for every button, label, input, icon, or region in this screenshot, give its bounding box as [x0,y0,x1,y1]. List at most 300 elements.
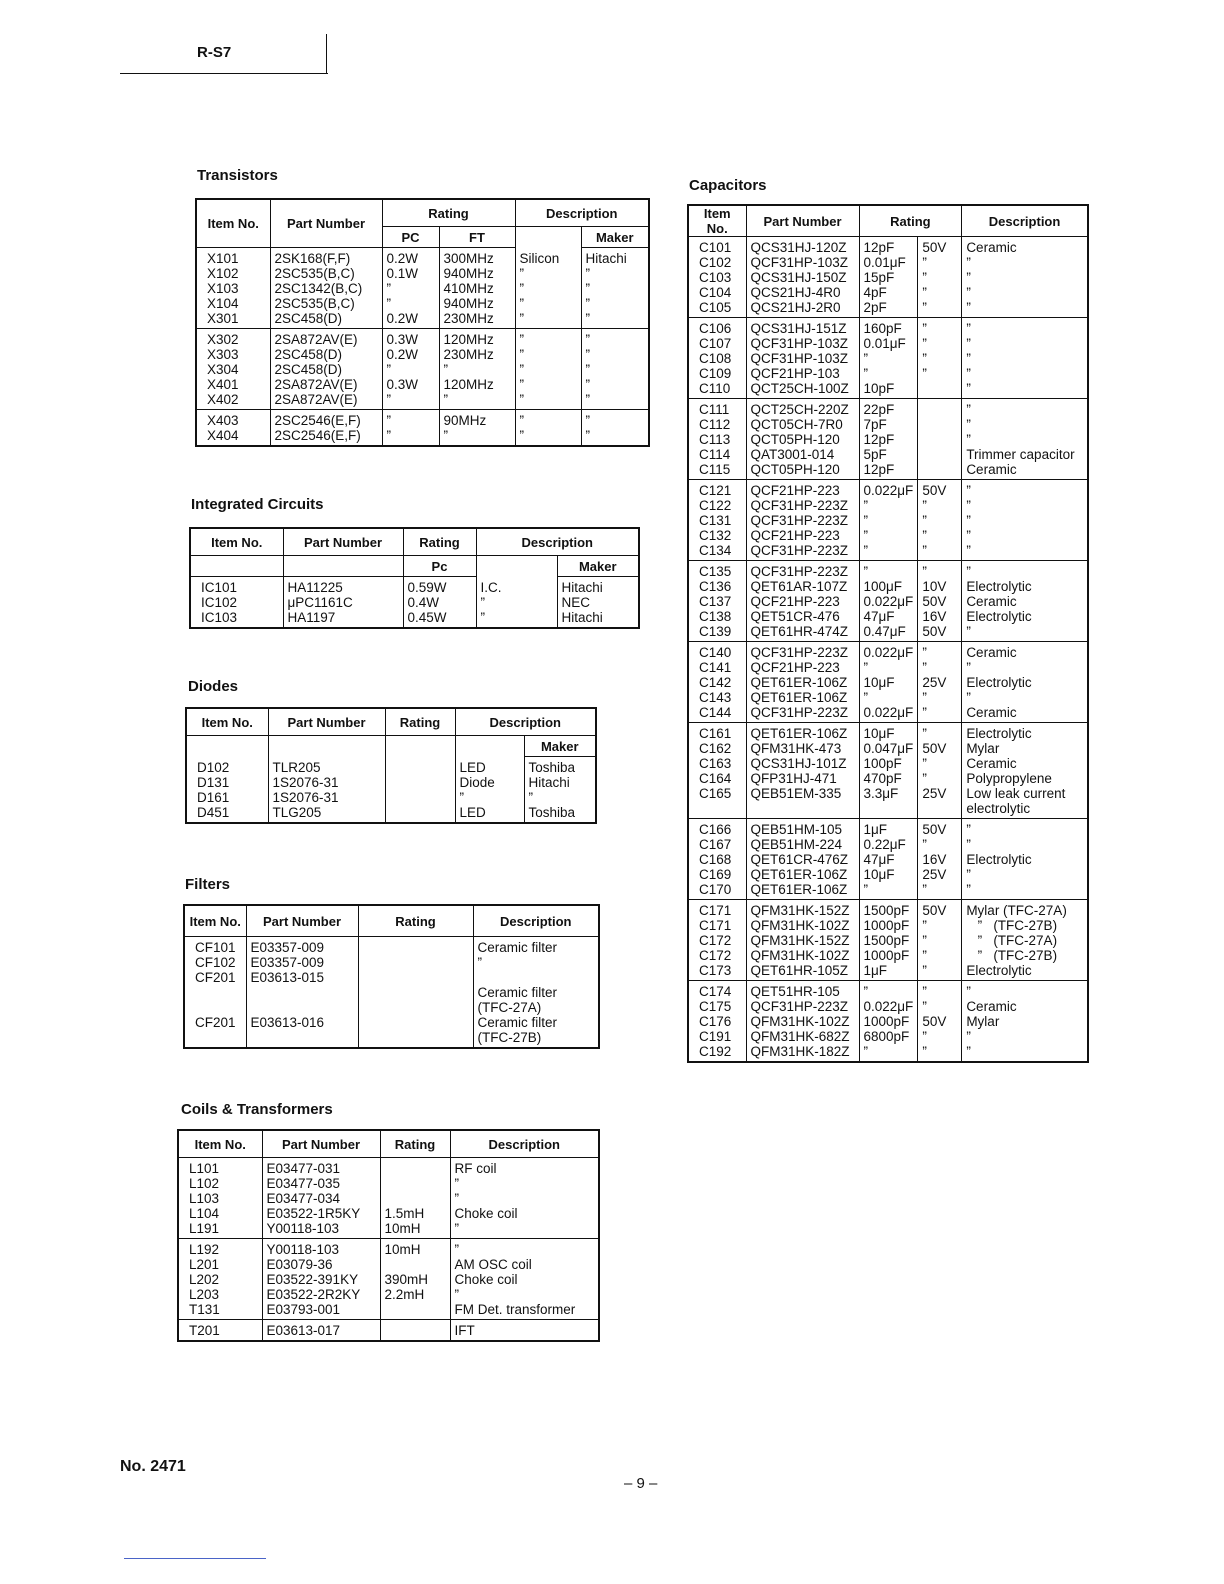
col-item-no: Item No. [178,1130,262,1158]
table-cell: ” [859,660,918,675]
table-row [688,948,1088,963]
table-cell: ” [515,392,581,410]
table-cell: ” [918,300,962,318]
table-cell: 5pF [859,447,918,462]
table-cell: IC103 [190,610,283,628]
table-cell: QCF31HP-223Z [746,561,859,580]
transistors-title: Transistors [197,167,278,184]
table-row [688,867,1088,882]
table-cell: Choke coil [450,1206,599,1221]
table-cell: C169 [688,867,746,882]
table-cell: 0.2W [382,311,439,329]
table-cell [246,1000,358,1015]
table-cell: C191 [688,1029,746,1044]
table-cell: 2.2mH [380,1287,450,1302]
table-cell: QFP31HJ-471 [746,771,859,786]
table-cell: Toshiba [524,805,596,823]
table-cell: 50V [918,741,962,756]
table-cell: C162 [688,741,746,756]
table-cell [473,1045,599,1048]
table-cell: QFM31HK-102Z [746,1014,859,1029]
table-cell: X302 [196,329,270,348]
table-cell: ” [382,428,439,446]
table-cell: ” [962,1044,1088,1062]
col-ft: FT [439,227,515,248]
table-row [688,660,1088,675]
table-cell: QAT3001-014 [746,447,859,462]
table-cell: ” [962,381,1088,399]
table-cell: ” [439,362,515,377]
table-cell: Choke coil [450,1272,599,1287]
table-cell [184,1030,246,1045]
table-cell: L191 [178,1221,262,1239]
col-part-number: Part Number [283,528,403,556]
table-cell: ” [918,1044,962,1062]
table-cell: ” [918,948,962,963]
table-cell: ” [918,918,962,933]
table-cell: 16V [918,609,962,624]
table-cell: QCS21HJ-2R0 [746,300,859,318]
col-maker: Maker [581,227,649,248]
table-row [688,819,1088,838]
table-cell [184,1045,246,1048]
table-cell: QCF21HP-223 [746,594,859,609]
table-cell: QCF21HP-223 [746,528,859,543]
table-cell [246,1030,358,1045]
table-cell: 390mH [380,1272,450,1287]
table-cell: Hitachi [557,610,639,628]
table-cell: C109 [688,366,746,381]
table-row [688,981,1088,1000]
table-cell: X401 [196,377,270,392]
table-cell: ” [918,498,962,513]
table-cell: C138 [688,609,746,624]
col-item-no: Item No. [186,708,268,736]
table-cell: 2SC535(B,C) [270,296,382,311]
table-cell: ” [515,377,581,392]
table-cell: C105 [688,300,746,318]
col-description: Description [455,708,596,736]
table-cell: ” [962,819,1088,838]
table-cell: ” [581,329,649,348]
table-row [688,933,1088,948]
col-rating: Rating [403,528,476,556]
table-cell: X304 [196,362,270,377]
table-cell: HA11225 [283,577,403,596]
table-cell: 120MHz [439,329,515,348]
table-cell [358,970,473,985]
table-cell: C174 [688,981,746,1000]
table-row [688,900,1088,919]
table-cell: C166 [688,819,746,838]
table-cell: E03522-391KY [262,1272,380,1287]
table-cell: ” [859,498,918,513]
table-row [688,690,1088,705]
table-cell: 0.3W [382,329,439,348]
table-row [196,362,649,377]
table-cell: CF102 [184,955,246,970]
table-row [184,1000,599,1015]
table-cell: C175 [688,999,746,1014]
table-row [688,852,1088,867]
table-cell: ” [918,705,962,723]
table-cell: L203 [178,1287,262,1302]
table-cell: ” [859,981,918,1000]
table-cell: 10μF [859,867,918,882]
capacitors-title: Capacitors [689,177,767,194]
table-row [184,970,599,985]
table-cell: 0.2W [382,347,439,362]
table-cell: QET61HR-105Z [746,963,859,981]
table-cell: ” [962,480,1088,499]
table-cell: X403 [196,410,270,429]
table-cell: 0.45W [403,610,476,628]
footer-blue-rule [124,1558,266,1559]
capacitors-table [687,204,1089,1063]
table-cell: QFM31HK-182Z [746,1044,859,1062]
table-row [688,462,1088,480]
table-cell: 10pF [859,381,918,399]
table-row [196,248,649,267]
table-row [688,705,1088,723]
table-row [190,595,639,610]
table-cell: ” [962,399,1088,418]
table-cell: ” [962,255,1088,270]
table-cell: ” [581,347,649,362]
table-row [196,347,649,362]
table-cell: ” [962,882,1088,900]
table-row [196,281,649,296]
table-row [688,594,1088,609]
table-cell: 940MHz [439,296,515,311]
table-cell: 25V [918,675,962,690]
table-cell: 0.4W [403,595,476,610]
table-cell: ” [382,362,439,377]
table-cell [380,1257,450,1272]
table-cell: μPC1161C [283,595,403,610]
col-description: Description [450,1130,599,1158]
table-row [688,270,1088,285]
table-row [184,1045,599,1048]
table-cell: L202 [178,1272,262,1287]
table-cell: ” [859,351,918,366]
table-cell [385,775,455,790]
table-cell: QET51CR-476 [746,609,859,624]
table-cell: 100pF [859,756,918,771]
table-cell: C172 [688,948,746,963]
table-cell: C137 [688,594,746,609]
table-cell [473,970,599,985]
table-row [178,1239,599,1258]
table-cell: Mylar [962,741,1088,756]
table-row [688,300,1088,318]
table-cell: C139 [688,624,746,642]
col-part-number: Part Number [746,205,859,237]
table-cell: QCS31HJ-151Z [746,318,859,337]
table-cell: 0.022μF [859,705,918,723]
table-cell: 1000pF [859,1014,918,1029]
table-cell: QCF31HP-223Z [746,498,859,513]
table-cell [358,1000,473,1015]
table-cell: ” [962,432,1088,447]
table-cell: QEB51EM-335 [746,786,859,801]
table-cell: Diode [455,775,524,790]
table-cell: ” [962,528,1088,543]
table-cell: Trimmer capacitor [962,447,1088,462]
table-row [688,756,1088,771]
table-cell: X102 [196,266,270,281]
table-row [178,1272,599,1287]
table-cell [918,399,962,418]
table-cell: AM OSC coil [450,1257,599,1272]
table-cell: QCF31HP-103Z [746,351,859,366]
table-cell: X104 [196,296,270,311]
table-cell [358,937,473,956]
col-description: Description [476,528,639,556]
table-cell [385,790,455,805]
table-cell: D161 [186,790,268,805]
table-cell [918,462,962,480]
table-cell: C135 [688,561,746,580]
table-cell: QCF31HP-103Z [746,255,859,270]
table-cell: 1500pF [859,933,918,948]
table-cell: Toshiba [524,757,596,776]
table-row [196,392,649,410]
table-cell: C143 [688,690,746,705]
col-part-number: Part Number [268,708,385,736]
table-cell: C163 [688,756,746,771]
table-row [178,1191,599,1206]
table-cell: 2SC458(D) [270,362,382,377]
table-cell: 470pF [859,771,918,786]
table-cell: ” [962,543,1088,561]
table-row [688,786,1088,801]
table-row [688,801,1088,819]
table-cell: Ceramic [962,462,1088,480]
table-cell: ” [515,410,581,429]
table-cell: T201 [178,1320,262,1342]
table-cell: ” [859,561,918,580]
col-rating: Rating [382,199,515,227]
table-cell: Ceramic [962,999,1088,1014]
table-row [184,937,599,956]
table-cell: C115 [688,462,746,480]
table-cell: 10μF [859,675,918,690]
table-row [178,1257,599,1272]
table-row [688,579,1088,594]
table-cell: 6800pF [859,1029,918,1044]
table-cell: CF201 [184,970,246,985]
table-row [186,790,596,805]
table-cell: 12pF [859,237,918,256]
table-cell: ” [918,963,962,981]
table-cell: ” [962,837,1088,852]
table-cell: 15pF [859,270,918,285]
table-cell: 410MHz [439,281,515,296]
table-cell: IC101 [190,577,283,596]
table-cell: ” [581,311,649,329]
table-row [688,561,1088,580]
table-cell [918,381,962,399]
table-cell: QET51HR-105 [746,981,859,1000]
table-cell: ” [918,561,962,580]
table-cell [358,1045,473,1048]
table-row [688,675,1088,690]
transistors-table [195,198,650,447]
table-cell: 10mH [380,1239,450,1258]
table-cell: ” [581,428,649,446]
table-cell [358,1015,473,1030]
col-maker: Maker [557,556,639,577]
table-cell: C176 [688,1014,746,1029]
table-cell: ” [918,366,962,381]
table-cell: QET61HR-474Z [746,624,859,642]
table-row [688,624,1088,642]
table-cell: C106 [688,318,746,337]
filters-title: Filters [185,876,231,893]
table-cell: 22pF [859,399,918,418]
table-cell: ” [581,281,649,296]
table-cell: C172 [688,933,746,948]
table-cell: E03522-2R2KY [262,1287,380,1302]
table-cell: ” [962,285,1088,300]
table-cell: ” [918,543,962,561]
table-cell [746,801,859,819]
table-cell: C101 [688,237,746,256]
table-cell [918,447,962,462]
table-row [178,1302,599,1320]
table-cell: QCF31HP-223Z [746,705,859,723]
table-cell [358,985,473,1000]
table-cell: QCF31HP-223Z [746,543,859,561]
table-cell: C168 [688,852,746,867]
table-row [688,351,1088,366]
table-row [688,417,1088,432]
table-cell: ” [859,882,918,900]
table-cell: 0.022μF [859,480,918,499]
col-maker: Maker [524,736,596,757]
table-cell: LED [455,757,524,776]
document-number: No. 2471 [120,1458,186,1475]
table-row [688,741,1088,756]
table-cell: 3.3μF [859,786,918,801]
table-cell: ” [581,377,649,392]
table-cell: ” [382,281,439,296]
table-cell: C122 [688,498,746,513]
table-row [196,329,649,348]
table-cell: 25V [918,786,962,801]
table-cell: 50V [918,819,962,838]
table-cell: QFM31HK-473 [746,741,859,756]
table-cell: C132 [688,528,746,543]
table-row [688,1014,1088,1029]
table-row [688,366,1088,381]
table-cell: C121 [688,480,746,499]
col-item-no: Item No. [184,905,246,937]
table-cell: QET61ER-106Z [746,867,859,882]
col-part-number: Part Number [246,905,358,937]
table-cell: 940MHz [439,266,515,281]
table-cell [380,1191,450,1206]
table-cell: CF201 [184,1015,246,1030]
table-cell: E03613-016 [246,1015,358,1030]
table-cell: ” [450,1221,599,1239]
table-cell: 0.22μF [859,837,918,852]
diodes-table [185,707,597,824]
table-cell: Y00118-103 [262,1239,380,1258]
table-cell: QET61CR-476Z [746,852,859,867]
table-row [688,771,1088,786]
table-cell: L201 [178,1257,262,1272]
table-row [688,336,1088,351]
table-cell: Electrolytic [962,609,1088,624]
col-description: Description [515,199,649,227]
table-cell [246,985,358,1000]
table-cell: ” [962,981,1088,1000]
table-cell: 0.022μF [859,999,918,1014]
table-cell: Hitachi [524,775,596,790]
table-cell: X103 [196,281,270,296]
table-cell: Y00118-103 [262,1221,380,1239]
table-cell: D451 [186,805,268,823]
table-cell: QFM31HK-152Z [746,900,859,919]
table-cell: ” [962,1029,1088,1044]
col-pc: PC [382,227,439,248]
table-cell: ” [450,1191,599,1206]
table-cell: CF101 [184,937,246,956]
table-cell [918,801,962,819]
table-cell: ” [962,417,1088,432]
table-cell: 0.022μF [859,642,918,661]
table-cell [184,1000,246,1015]
table-cell [246,1045,358,1048]
table-cell: TLR205 [268,757,385,776]
table-cell: ” [962,498,1088,513]
table-cell: 120MHz [439,377,515,392]
table-cell: ” [476,595,557,610]
table-cell: 1S2076-31 [268,775,385,790]
table-cell: 2SA872AV(E) [270,392,382,410]
table-cell: C112 [688,417,746,432]
table-cell: (TFC-27B) [473,1030,599,1045]
table-cell [385,757,455,776]
table-row [688,318,1088,337]
table-cell: QCT25CH-220Z [746,399,859,418]
table-cell: ” [581,410,649,429]
table-cell: Ceramic [962,756,1088,771]
table-cell: E03357-009 [246,955,358,970]
table-cell: QET61ER-106Z [746,690,859,705]
table-cell: L102 [178,1176,262,1191]
table-cell [358,1030,473,1045]
table-cell: L101 [178,1158,262,1177]
table-cell: ” [918,882,962,900]
table-cell: ” [962,513,1088,528]
table-row [688,528,1088,543]
table-row [184,1015,599,1030]
table-cell: ” [918,660,962,675]
table-cell [918,417,962,432]
table-cell: ” [918,351,962,366]
table-cell: 50V [918,1014,962,1029]
table-cell: ” [918,285,962,300]
table-cell: ” [859,528,918,543]
table-cell: IC102 [190,595,283,610]
table-cell: 50V [918,624,962,642]
table-cell: ” [382,296,439,311]
table-cell: 25V [918,867,962,882]
table-row [178,1176,599,1191]
